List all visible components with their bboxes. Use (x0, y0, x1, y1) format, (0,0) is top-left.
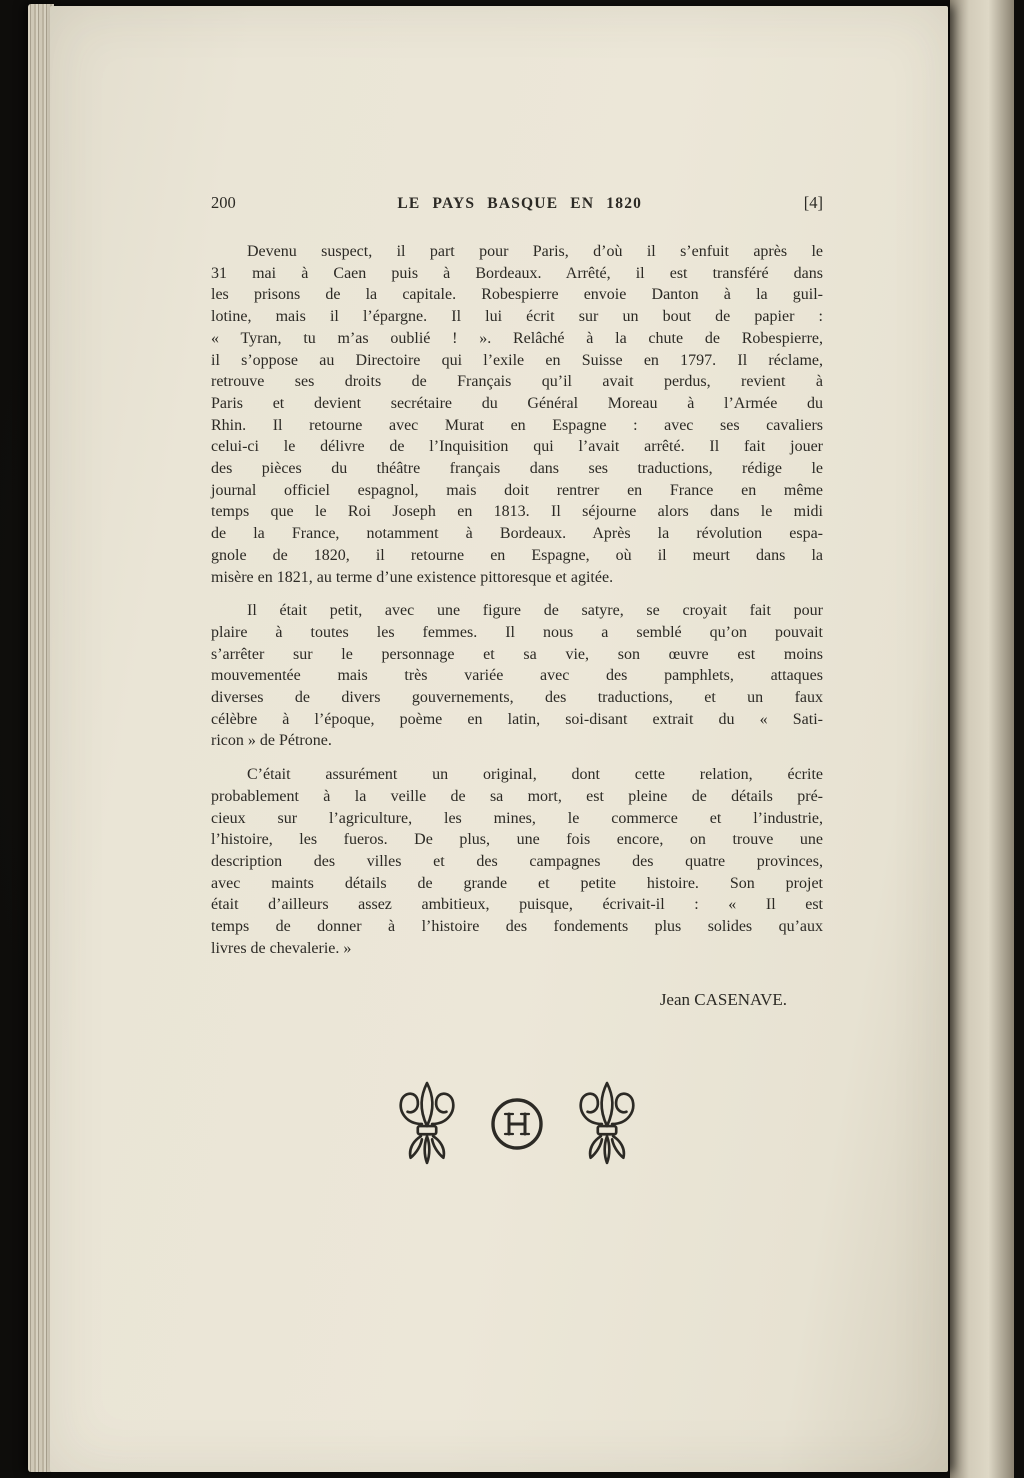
text-line: s’arrêter sur le personnage et sa vie, son œuvre est moins (211, 645, 823, 663)
text-line: « Tyran, tu m’as oublié ! ». Relâché à la chute de Robespierre, (211, 329, 823, 347)
text-line: journal officiel espagnol, mais doit rentrer en France en même (211, 481, 823, 499)
text-line: ricon » de Pétrone. (211, 732, 332, 750)
text-line: temps de donner à l’histoire des fondements plus solides qu’aux (211, 918, 823, 936)
book-page (50, 6, 948, 1472)
text-line: livres de chevalerie. » (211, 939, 352, 957)
next-page-edge (950, 0, 1014, 1478)
paragraph (211, 600, 823, 752)
text-line: retrouve ses droits de Français qu’il avait perdus, revient à (211, 373, 823, 391)
text-line: il s’oppose au Directoire qui l’exile en Suisse en 1797. Il réclame, (211, 351, 823, 369)
text-line: plaire à toutes les femmes. Il nous a semblé qu’on pouvait (211, 623, 823, 641)
text-line: Devenu suspect, il part pour Paris, d’où il s’enfuit après le (247, 243, 823, 260)
fleur-de-lis-icon (576, 1081, 638, 1167)
body-text (211, 241, 823, 960)
page-number: 200 (211, 193, 236, 212)
text-line: Paris et devient secrétaire du Général Moreau à l’Armée du (211, 394, 823, 412)
text-line: 31 mai à Caen puis à Bordeaux. Arrêté, il est transféré dans (211, 264, 823, 282)
text-line: misère en 1821, au terme d’une existence pittoresque et agitée. (211, 568, 614, 586)
page-content (211, 192, 823, 1167)
running-title: LE PAYS BASQUE EN 1820 (397, 195, 643, 212)
text-line: probablement à la veille de sa mort, est pleine de détails pré- (211, 787, 823, 805)
text-line: Il était petit, avec une figure de satyre, se croyait fait pour (247, 602, 823, 620)
ornament-row (211, 1081, 823, 1167)
text-line: les prisons de la capitale. Robespierre envoie Danton à la guil- (211, 286, 823, 304)
text-line: avec maints détails de grande et petite histoire. Son projet (211, 874, 823, 892)
author-signature: Jean CASENAVE. (659, 989, 787, 1009)
text-line: lotine, mais il l’épargne. Il lui écrit sur un bout de papier : (211, 308, 823, 326)
text-line: de la France, notamment à Bordeaux. Après la révolution espa- (211, 525, 823, 543)
text-line: était d’ailleurs assez ambitieux, puisque, écrivait-il : « Il est (211, 896, 823, 914)
paragraph (211, 241, 823, 588)
text-line: l’histoire, les fueros. De plus, une fois encore, on trouve une (211, 831, 823, 849)
paragraph (211, 764, 823, 959)
text-line: diverses de divers gouvernements, des traductions, et un faux (211, 689, 823, 707)
text-line: mouvementée mais très variée avec des pamphlets, attaques (211, 667, 823, 685)
text-line: célèbre à l’époque, poème en latin, soi-disant extrait du « Sati- (211, 710, 823, 728)
text-line: des pièces du théâtre français dans ses traductions, rédige le (211, 460, 823, 478)
printer-mark-icon (488, 1095, 546, 1153)
text-line: cieux sur l’agriculture, les mines, le commerce et l’industrie, (211, 809, 823, 827)
text-line: C’était assurément un original, dont cette relation, écrite (247, 766, 823, 784)
text-line: description des villes et des campagnes des quatre provinces, (211, 852, 823, 870)
text-line: gnole de 1820, il retourne en Espagne, où il meurt dans la (211, 546, 823, 564)
bracket-number: [4] (803, 193, 823, 212)
running-head (211, 192, 823, 214)
text-line: temps que le Roi Joseph en 1813. Il séjourne alors dans le midi (211, 503, 823, 521)
fleur-de-lis-icon (396, 1081, 458, 1167)
text-line: Rhin. Il retourne avec Murat en Espagne : avec ses cavaliers (211, 416, 823, 434)
text-line: celui-ci le délivre de l’Inquisition qui l’avait arrêté. Il fait jouer (211, 438, 823, 456)
